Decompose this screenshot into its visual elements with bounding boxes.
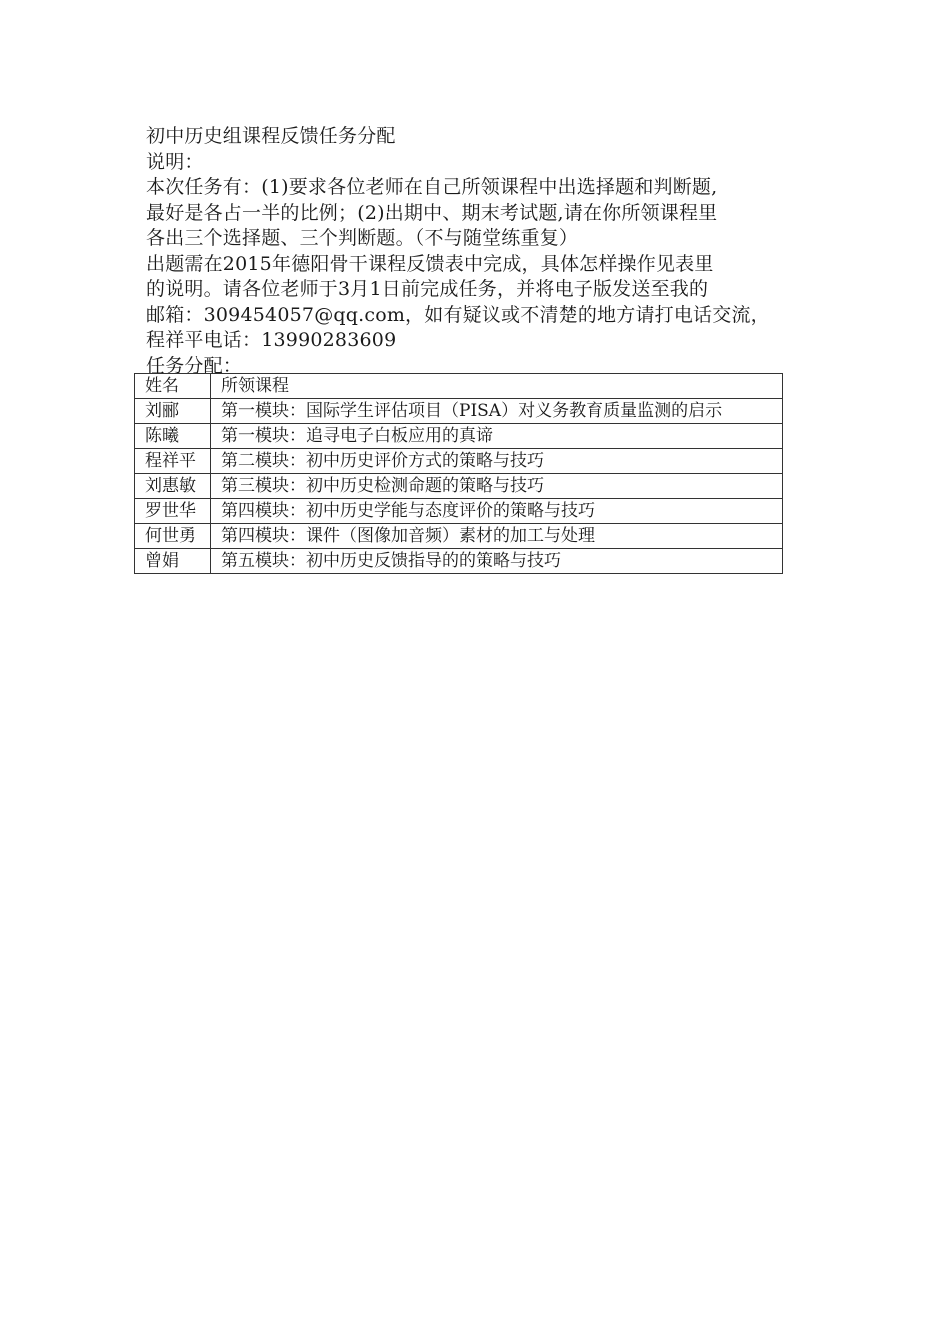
note-label: 说明：	[146, 150, 204, 173]
course-title: 第一模块：追寻电子白板应用的真谛	[211, 424, 783, 449]
table-header-row	[135, 374, 783, 399]
paragraph-line: 出题需在2015年德阳骨干课程反馈表中完成，具体怎样操作见表里	[146, 252, 714, 275]
teacher-name: 罗世华	[135, 499, 211, 524]
table-row	[135, 499, 783, 524]
table-row	[135, 424, 783, 449]
teacher-name: 刘郦	[135, 399, 211, 424]
table-row	[135, 549, 783, 574]
document-title: 初中历史组课程反馈任务分配	[146, 125, 396, 147]
header-course: 所领课程	[211, 374, 783, 399]
paragraph-line: 的说明。请各位老师于3月1日前完成任务，并将电子版发送至我的	[146, 278, 709, 300]
paragraph-line: 最好是各占一半的比例；(2)出期中、期末考试题,请在你所领课程里	[146, 201, 718, 224]
document-body	[146, 124, 806, 379]
paragraph-line: 各出三个选择题、三个判断题。（不与随堂练重复）	[146, 227, 579, 249]
table-row	[135, 524, 783, 549]
paragraph-line: 本次任务有：(1)要求各位老师在自己所领课程中出选择题和判断题,	[146, 176, 718, 198]
course-title: 第四模块：课件（图像加音频）素材的加工与处理	[211, 524, 783, 549]
paragraph-line: 邮箱：309454057@qq.com，如有疑议或不清楚的地方请打电话交流，	[146, 303, 770, 326]
teacher-name: 何世勇	[135, 524, 211, 549]
teacher-name: 曾娟	[135, 549, 211, 574]
paragraph-line: 程祥平电话：13990283609	[146, 329, 397, 351]
header-name: 姓名	[135, 374, 211, 399]
teacher-name: 陈曦	[135, 424, 211, 449]
course-title: 第四模块：初中历史学能与态度评价的策略与技巧	[211, 499, 783, 524]
table-row	[135, 449, 783, 474]
course-title: 第一模块：国际学生评估项目（PISA）对义务教育质量监测的启示	[211, 399, 783, 424]
course-title: 第二模块：初中历史评价方式的策略与技巧	[211, 449, 783, 474]
assignment-label: 任务分配：	[146, 354, 243, 377]
assignment-table	[134, 373, 783, 574]
course-title: 第五模块：初中历史反馈指导的的策略与技巧	[211, 549, 783, 574]
course-title: 第三模块：初中历史检测命题的策略与技巧	[211, 474, 783, 499]
table-row	[135, 474, 783, 499]
table-row	[135, 399, 783, 424]
teacher-name: 程祥平	[135, 449, 211, 474]
teacher-name: 刘惠敏	[135, 474, 211, 499]
